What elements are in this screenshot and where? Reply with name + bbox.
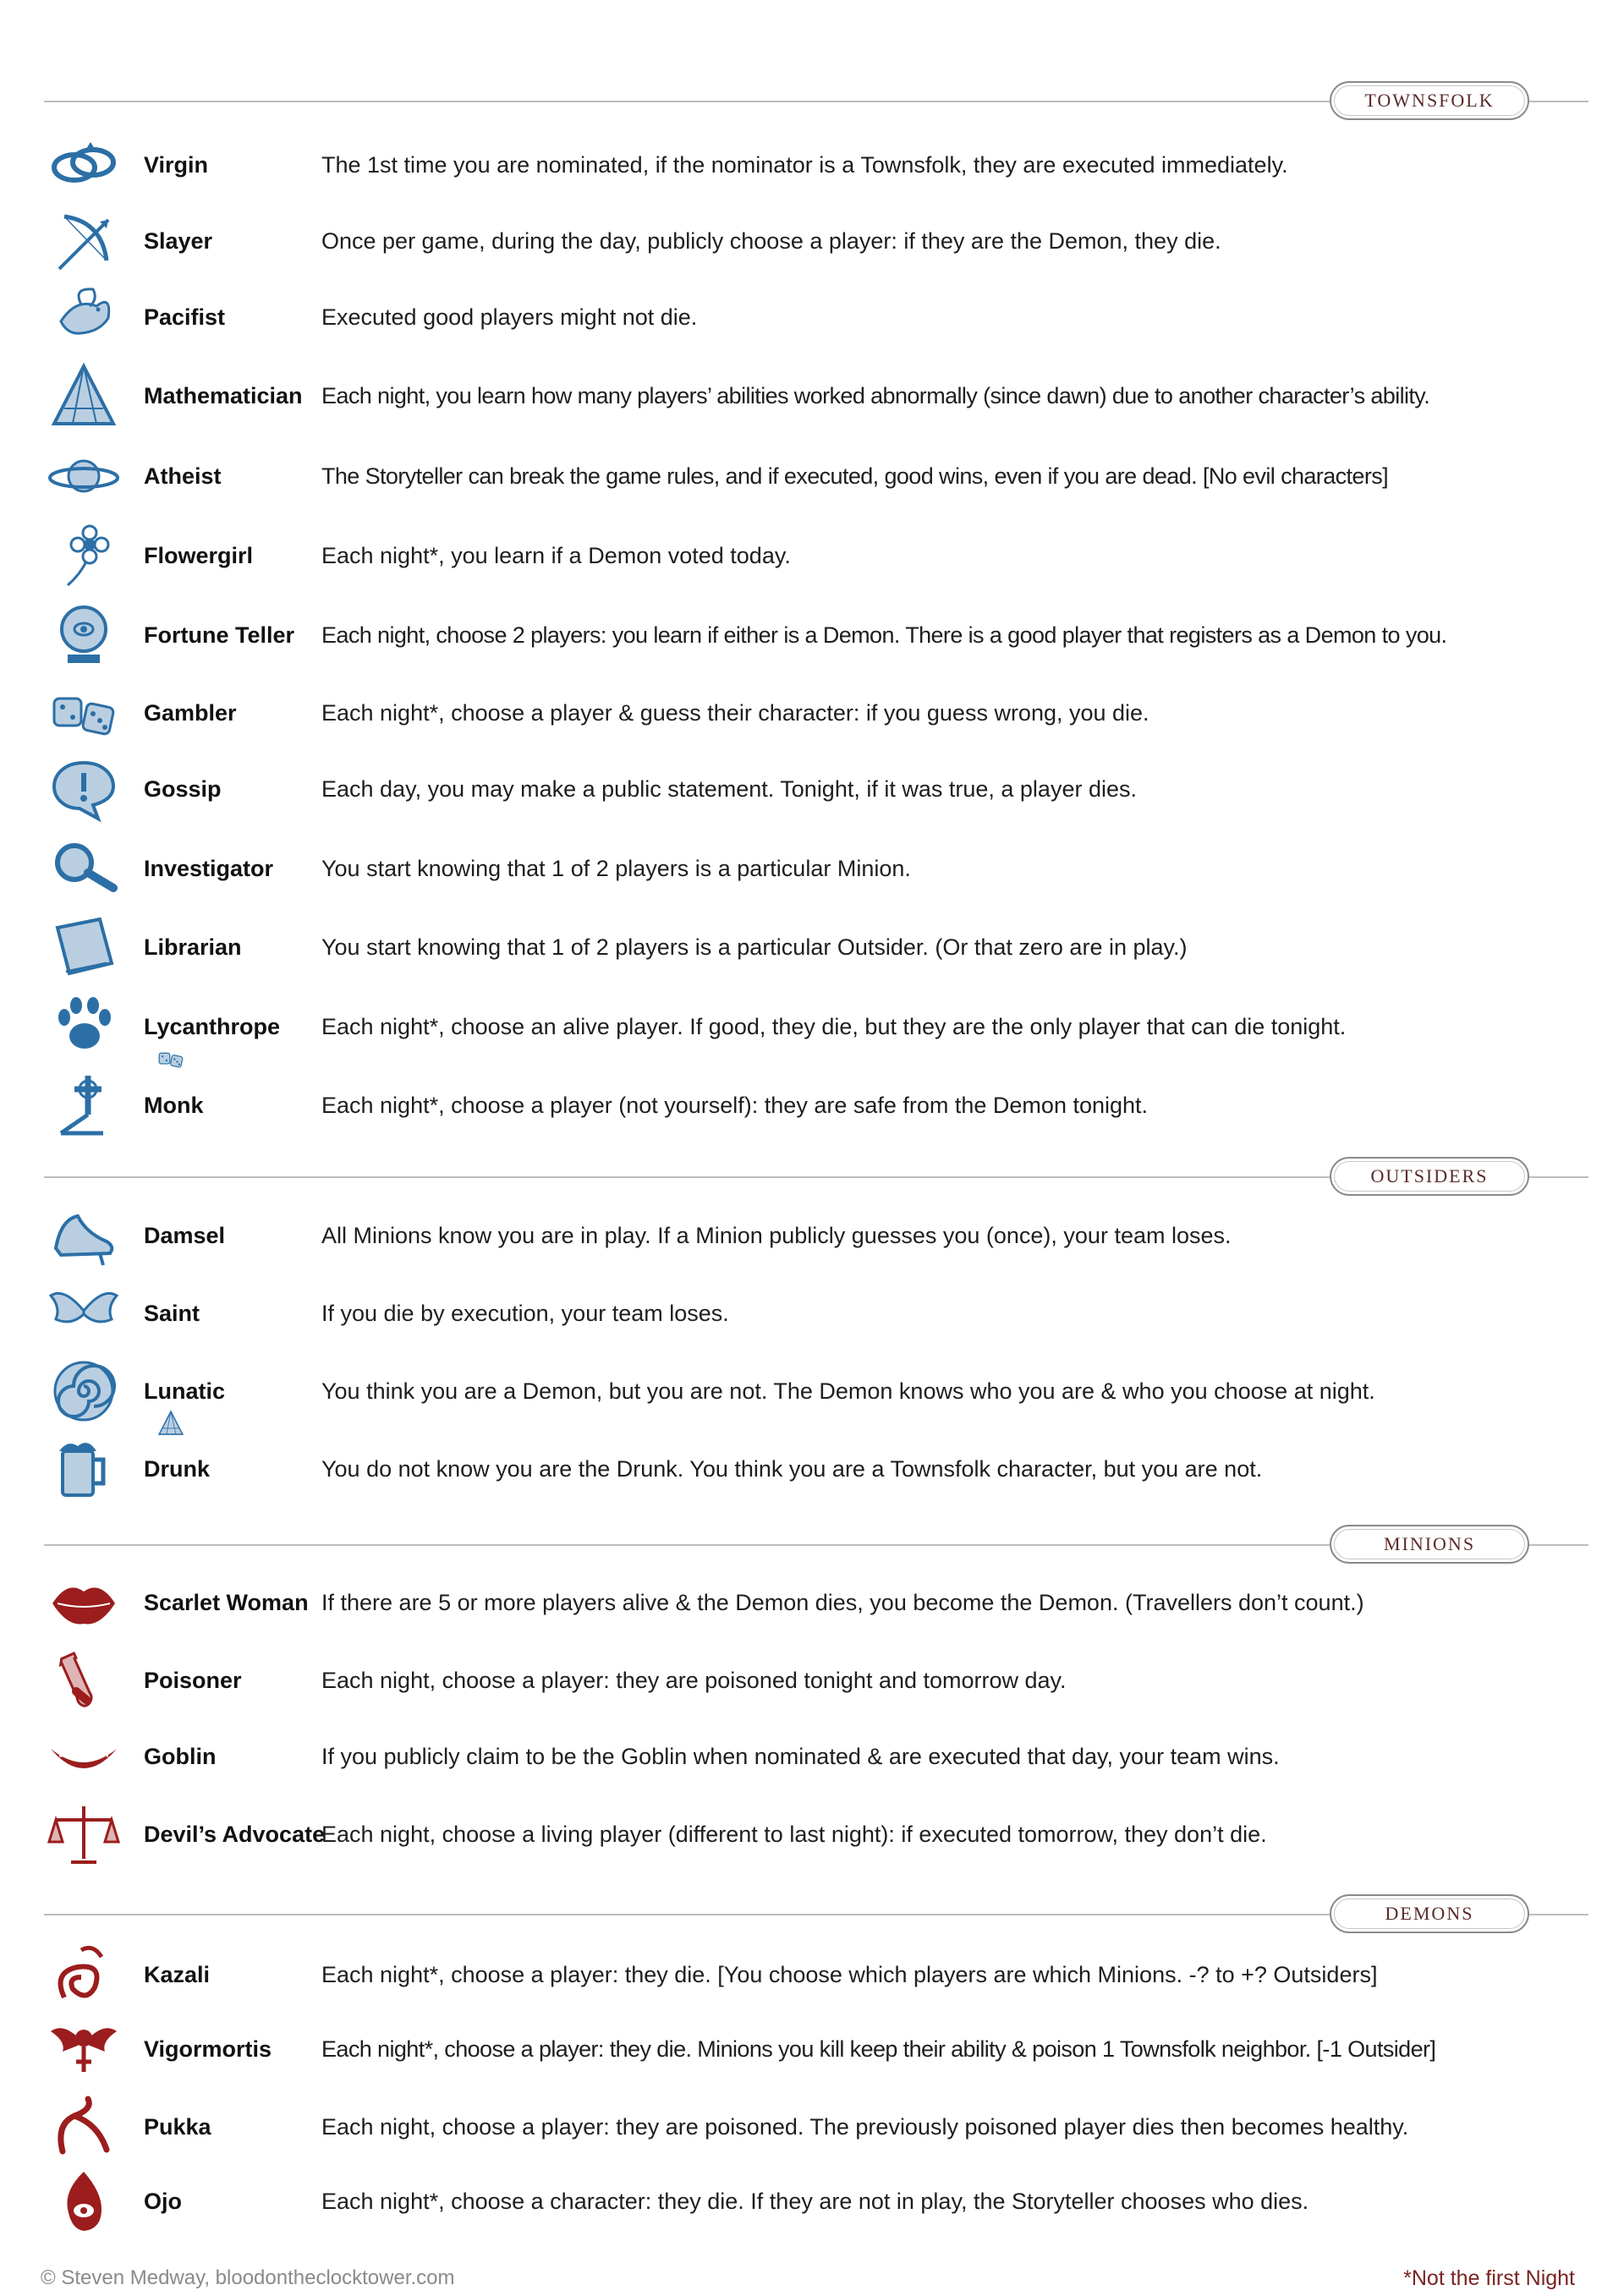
character-name: Goblin bbox=[144, 1744, 217, 1769]
character-ability: Each night*, choose a player: they die. Minions you kill keep their ability & poison 1 Townsfolk neighbor. [-1 Outsider] bbox=[321, 2036, 1436, 2062]
section-label-townsfolk: TOWNSFOLK bbox=[1330, 81, 1529, 120]
outsiders-section-header bbox=[44, 1157, 1588, 1197]
dice-icon bbox=[47, 677, 120, 749]
character-ability: If you die by execution, your team loses. bbox=[321, 1301, 729, 1326]
demons-row bbox=[42, 2089, 1582, 2165]
character-ability: You think you are a Demon, but you are not. The Demon knows who you are & who you choose at night. bbox=[321, 1378, 1375, 1404]
character-name: Damsel bbox=[144, 1223, 226, 1248]
minions-row bbox=[42, 1718, 1582, 1795]
outsiders-row bbox=[42, 1197, 1582, 1274]
character-ability: Each night, choose a living player (different to last night): if executed tomorrow, they don’t die. bbox=[321, 1822, 1267, 1847]
cross-icon bbox=[47, 1069, 120, 1142]
townsfolk-row bbox=[42, 675, 1582, 751]
character-name: Pacifist bbox=[144, 304, 226, 330]
demons-row bbox=[42, 2163, 1582, 2239]
winged-skull-icon bbox=[47, 2013, 120, 2085]
townsfolk-row bbox=[42, 358, 1582, 434]
character-name: Slayer bbox=[144, 228, 213, 254]
character-ability: Once per game, during the day, publicly choose a player: if they are the Demon, they die. bbox=[321, 228, 1221, 254]
demons-row bbox=[42, 2011, 1582, 2087]
section-label-outsiders: OUTSIDERS bbox=[1330, 1157, 1529, 1196]
townsfolk-row bbox=[42, 203, 1582, 279]
character-ability: Each night, choose 2 players: you learn if either is a Demon. There is a good player that registers as a Demon to you. bbox=[321, 622, 1447, 648]
character-name: Monk bbox=[144, 1093, 204, 1118]
character-name: Drunk bbox=[144, 1456, 211, 1482]
character-name: Gossip bbox=[144, 776, 222, 802]
character-ability: All Minions know you are in play. If a Minion publicly guesses you (once), your team loses. bbox=[321, 1223, 1232, 1248]
outsiders-row bbox=[42, 1431, 1582, 1507]
character-name: Scarlet Woman bbox=[144, 1590, 309, 1615]
character-name: Kazali bbox=[144, 1962, 211, 1987]
slipper-icon bbox=[47, 1199, 120, 1272]
character-name: Flowergirl bbox=[144, 543, 254, 568]
character-name: Atheist bbox=[144, 463, 222, 489]
character-ability: You start knowing that 1 of 2 players is a particular Outsider. (Or that zero are in play.) bbox=[321, 934, 1188, 960]
triangle-icon bbox=[47, 359, 120, 432]
demons-row bbox=[42, 1937, 1582, 2013]
character-name: Saint bbox=[144, 1301, 200, 1326]
tankard-icon bbox=[47, 1433, 120, 1505]
book-icon bbox=[47, 911, 120, 984]
lips-icon bbox=[47, 1566, 120, 1639]
townsfolk-row bbox=[42, 989, 1582, 1065]
footnote: *Not the first Night bbox=[1403, 2266, 1575, 2290]
character-ability: Each night, choose a player: they are poisoned. The previously poisoned player dies then becomes healthy. bbox=[321, 2114, 1409, 2140]
character-name: Pukka bbox=[144, 2114, 211, 2140]
character-name: Virgin bbox=[144, 152, 209, 178]
character-ability: Executed good players might not die. bbox=[321, 304, 698, 330]
character-ability: You do not know you are the Drunk. You think you are a Townsfolk character, but you are not. bbox=[321, 1456, 1263, 1482]
speech-bubble-icon bbox=[47, 753, 120, 825]
character-ability: Each night*, choose a player & guess their character: if you guess wrong, you die. bbox=[321, 700, 1149, 726]
character-name: Ojo bbox=[144, 2189, 182, 2214]
townsfolk-row bbox=[42, 438, 1582, 514]
character-ability: The Storyteller can break the game rules, and if executed, good wins, even if you are dead. [No evil characters] bbox=[321, 463, 1389, 489]
townsfolk-row bbox=[42, 279, 1582, 355]
crystal-ball-icon bbox=[47, 599, 120, 671]
section-label-demons: DEMONS bbox=[1330, 1894, 1529, 1933]
character-ability: The 1st time you are nominated, if the nominator is a Townsfolk, they are executed immediately. bbox=[321, 152, 1288, 178]
character-name: Mathematician bbox=[144, 383, 303, 408]
townsfolk-row bbox=[42, 597, 1582, 673]
rings-icon bbox=[47, 129, 120, 201]
bow-arrow-icon bbox=[47, 205, 120, 277]
townsfolk-section-header bbox=[44, 81, 1588, 122]
character-ability: Each night*, choose a player (not yourself): they are safe from the Demon tonight. bbox=[321, 1093, 1149, 1118]
character-name: Vigormortis bbox=[144, 2036, 272, 2062]
serpent-icon bbox=[47, 2091, 120, 2163]
character-ability: If there are 5 or more players alive & the Demon dies, you become the Demon. (Travellers don’t count.) bbox=[321, 1590, 1364, 1615]
character-ability: Each day, you may make a public statement. Tonight, if it was true, a player dies. bbox=[321, 776, 1137, 802]
townsfolk-row bbox=[42, 830, 1582, 907]
townsfolk-row bbox=[42, 518, 1582, 594]
character-ability: Each night*, you learn if a Demon voted today. bbox=[321, 543, 791, 568]
minions-row bbox=[42, 1796, 1582, 1872]
copyright: © Steven Medway, bloodontheclocktower.com bbox=[41, 2266, 455, 2289]
magnifying-glass-icon bbox=[47, 832, 120, 905]
character-name: Devil’s Advocate bbox=[144, 1822, 326, 1847]
minions-row bbox=[42, 1564, 1582, 1641]
character-name: Lycanthrope bbox=[144, 1014, 281, 1039]
townsfolk-row bbox=[42, 751, 1582, 827]
eye-flame-icon bbox=[47, 2165, 120, 2238]
character-name: Poisoner bbox=[144, 1668, 242, 1693]
outsiders-row bbox=[42, 1275, 1582, 1351]
dove-icon bbox=[47, 281, 120, 353]
vial-icon bbox=[47, 1644, 120, 1717]
character-ability: Each night*, choose an alive player. If good, they die, but they are the only player that can die tonight. bbox=[321, 1014, 1347, 1039]
scales-icon bbox=[47, 1798, 120, 1871]
outsiders-row bbox=[42, 1353, 1582, 1429]
section-label-minions: MINIONS bbox=[1330, 1525, 1529, 1564]
minions-section-header bbox=[44, 1525, 1588, 1565]
townsfolk-row bbox=[42, 1067, 1582, 1143]
paw-icon bbox=[47, 990, 120, 1063]
grin-icon bbox=[47, 1720, 120, 1793]
character-ability: Each night*, choose a player: they die. [You choose which players are which Minions. -? to +? Outsiders] bbox=[321, 1962, 1378, 1987]
character-name: Librarian bbox=[144, 934, 242, 960]
minions-row bbox=[42, 1642, 1582, 1718]
townsfolk-row bbox=[42, 127, 1582, 203]
character-ability: You start knowing that 1 of 2 players is a particular Minion. bbox=[321, 856, 911, 881]
townsfolk-row bbox=[42, 909, 1582, 985]
wings-icon bbox=[47, 1277, 120, 1350]
character-name: Gambler bbox=[144, 700, 237, 726]
character-name: Investigator bbox=[144, 856, 274, 881]
character-ability: Each night, you learn how many players’ abilities worked abnormally (since dawn) due to another character’s ability. bbox=[321, 383, 1430, 408]
demons-section-header bbox=[44, 1894, 1588, 1935]
swirl-claw-icon bbox=[47, 1938, 120, 2011]
planet-icon bbox=[47, 440, 120, 512]
spiral-icon bbox=[47, 1355, 120, 1427]
character-name: Fortune Teller bbox=[144, 622, 295, 648]
character-name: Lunatic bbox=[144, 1378, 226, 1404]
flower-icon bbox=[47, 519, 120, 592]
character-ability: If you publicly claim to be the Goblin when nominated & are executed that day, your team wins. bbox=[321, 1744, 1280, 1769]
character-ability: Each night*, choose a character: they die. If they are not in play, the Storyteller chooses who dies. bbox=[321, 2189, 1309, 2214]
character-ability: Each night, choose a player: they are poisoned tonight and tomorrow day. bbox=[321, 1668, 1067, 1693]
